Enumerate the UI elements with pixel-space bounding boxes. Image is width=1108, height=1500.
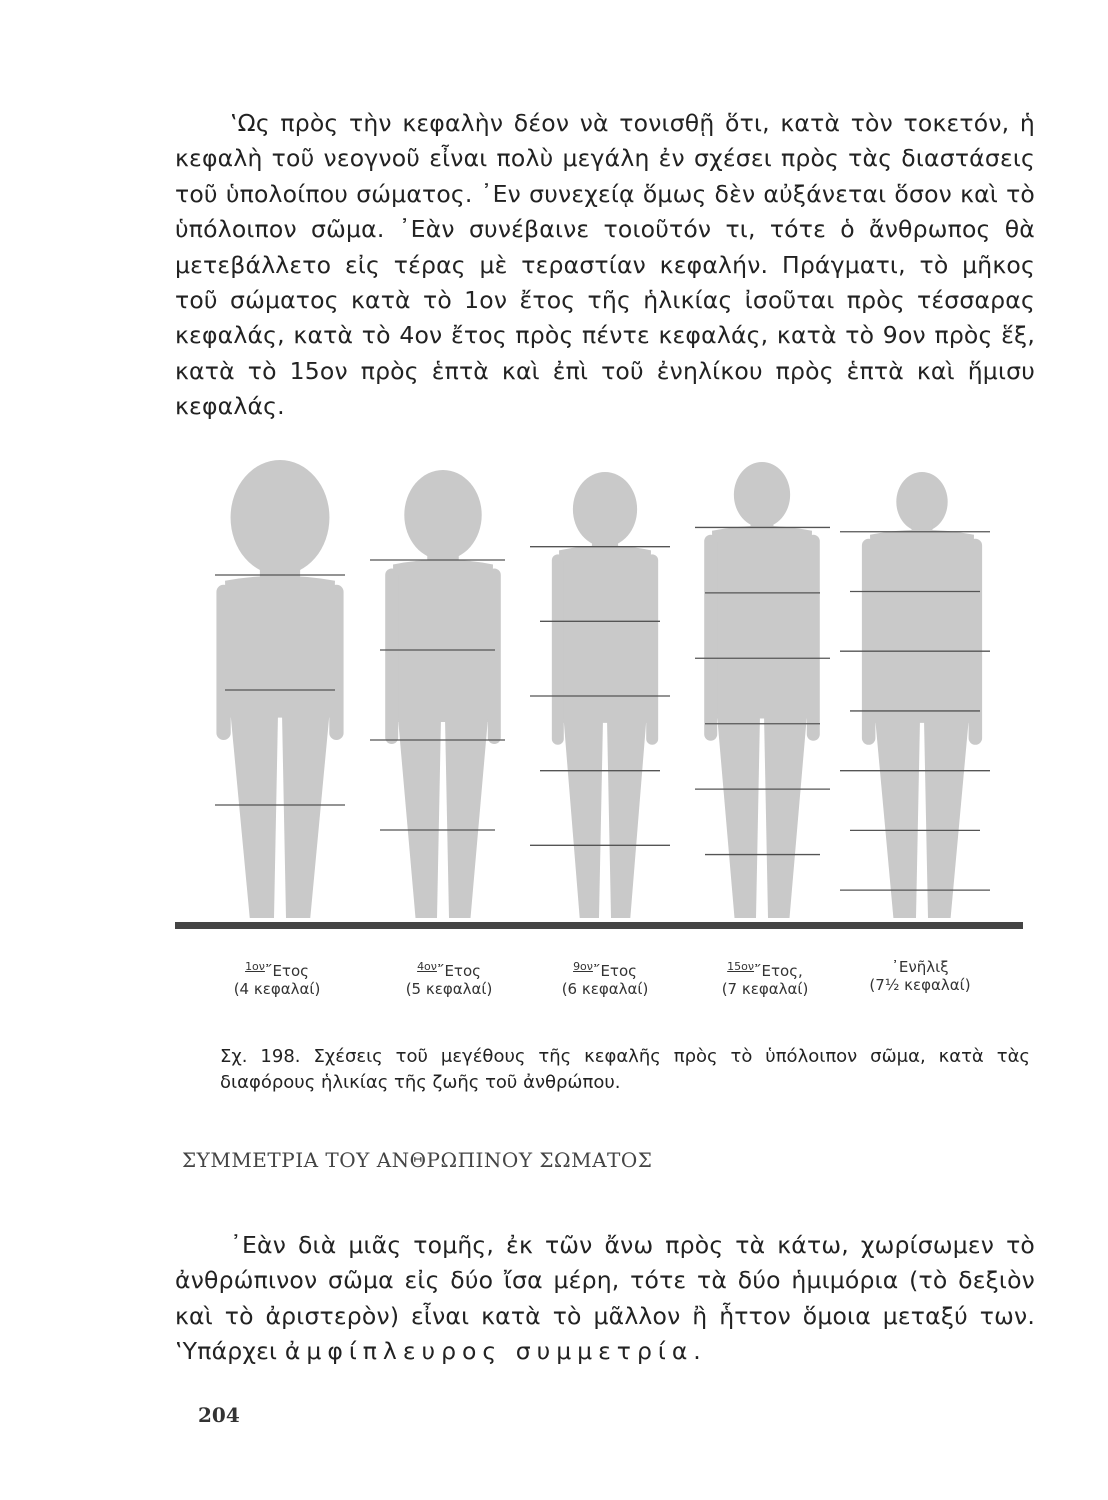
body-silhouette — [385, 470, 501, 918]
age-ordinal: 4ον — [417, 960, 437, 973]
age-ordinal: 1ον — [245, 960, 265, 973]
age-year: ῎Ετος — [264, 962, 309, 980]
figure-labels — [170, 958, 1030, 1008]
silhouette-group — [216, 460, 982, 918]
paragraph-symmetry — [175, 1228, 1035, 1370]
paragraph-text: ‛Ως πρὸς τὴν κεφαλὴν δέον νὰ τονισθῇ ὅτι, κατὰ τὸν τοκετόν, ἡ κεφαλὴ τοῦ νεογνοῦ εἶναι πολὺ μεγάλη ἐν σχέσει πρὸς τὰς διαστάσεις τοῦ ὑπολοίπου σώματος. ᾿Εν συνεχείᾳ ὅμως δὲν αὐξάνεται ὅσον καὶ τὸ ὑπόλοιπον σῶμα. ᾿Εὰν συνέβαινε τοιοῦτόν τι, τότε ὁ ἄνθρωπος θὰ μετεβάλλετο εἰς τέρας μὲ τεραστίαν κεφαλήν. Πράγματι, τὸ μῆκος τοῦ σώματος κατὰ τὸ 1ον ἔτος τῆς ἡλικίας ἰσοῦται πρὸς τέσσαρας κεφαλάς, κατὰ τὸ 4ον ἔτος πρὸς πέντε κεφαλάς, κατὰ τὸ 9ον πρὸς ἕξ, κατὰ τὸ 15ον πρὸς ἑπτὰ καὶ ἐπὶ τοῦ ἐνηλίκου πρὸς ἑπτὰ καὶ ἥμισυ κεφαλάς. — [175, 109, 1035, 421]
body-silhouette — [552, 472, 658, 918]
age-year: ῎Ετος — [592, 962, 637, 980]
age-ordinal: 9ον — [573, 960, 593, 973]
head-count: (4 κεφαλαί) — [233, 980, 321, 998]
paragraph-text: ᾿Εὰν διὰ μιᾶς τομῆς, ἐκ τῶν ἄνω πρὸς τὰ κάτω, χωρίσωμεν τὸ ἀνθρώπινον σῶμα εἰς δύο ἴσα μέρη, τότε τὰ δύο ἡμιμόρια (τὸ δεξιὸν καὶ τὸ ἀριστερὸν) εἶναι κατὰ τὸ μᾶλλον ἢ ἧττον ὅμοια μεταξύ των. ‛Υπάρχει — [175, 1231, 1035, 1366]
figure-label-age-1 — [202, 958, 352, 998]
paragraph-head-proportions — [175, 106, 1035, 425]
body-silhouette — [704, 462, 820, 918]
head-count: (7½ κεφαλαί) — [869, 976, 971, 994]
head-count: (5 κεφαλαί) — [405, 980, 493, 998]
body-silhouette — [862, 472, 982, 918]
page-number: 204 — [198, 1403, 240, 1427]
age-year: ῎Ετος — [436, 962, 481, 980]
age-year: ᾿Ενῆλιξ — [891, 958, 949, 976]
figure-label-age-9 — [530, 958, 680, 998]
figure-label-adult — [845, 958, 995, 994]
head-count: (6 κεφαλαί) — [561, 980, 649, 998]
age-ordinal: 15ον — [727, 960, 755, 973]
section-heading: ΣΥΜΜΕΤΡΙΑ ΤΟΥ ΑΝΘΡΩΠΙΝΟΥ ΣΩΜΑΤΟΣ — [182, 1148, 653, 1172]
figure-label-age-4 — [374, 958, 524, 998]
body-silhouette — [216, 460, 343, 918]
emphasis-term: ἀμφίπλευρος συμμετρία. — [284, 1337, 707, 1366]
head-count: (7 κεφαλαί) — [721, 980, 809, 998]
figure-head-body-proportions — [170, 450, 1030, 960]
ground-line — [175, 922, 1023, 929]
figure-label-age-15 — [690, 958, 840, 998]
age-year: ῎Ετος, — [754, 962, 803, 980]
figure-caption: Σχ. 198. Σχέσεις τοῦ μεγέθους τῆς κεφαλῆς πρὸς τὸ ὑπόλοιπον σῶμα, κατὰ τὰς διαφόρους ἡλικίας τῆς ζωῆς τοῦ ἀνθρώπου. — [220, 1046, 1030, 1093]
